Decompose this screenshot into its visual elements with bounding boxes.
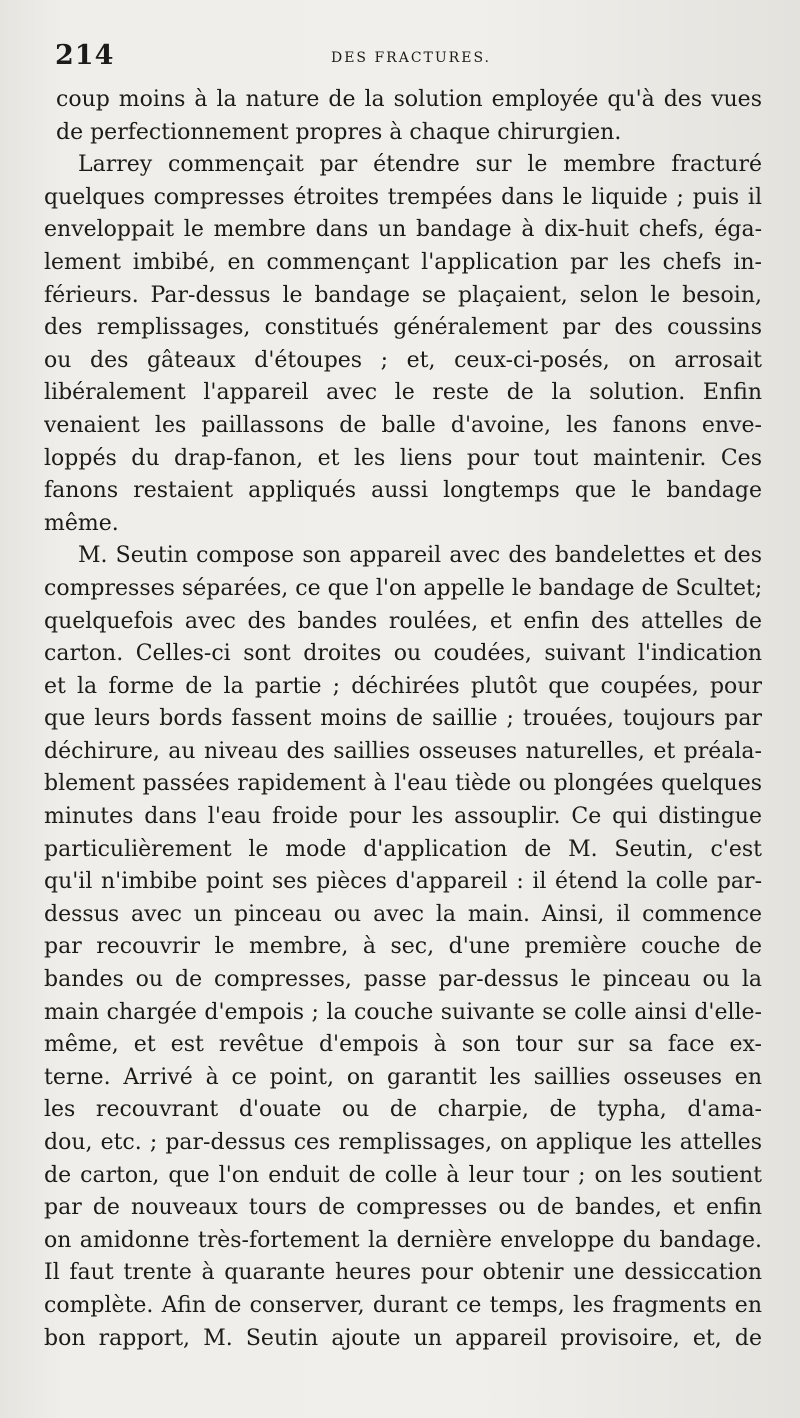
text-line: particulièrement le mode d'application de M. Seutin, c'est	[44, 836, 762, 862]
text-line: fanons restaient appliqués aussi longtemps que le bandage	[44, 478, 762, 504]
text-line: bandes ou de compresses, passe par-dessus le pinceau ou la	[44, 967, 762, 993]
text-line: coup moins à la nature de la solution employée qu'à des vues	[56, 87, 762, 112]
text-line: Il faut trente à quarante heures pour obtenir une dessiccation	[44, 1260, 762, 1286]
text-line: même.	[44, 510, 119, 536]
text-line: quelquefois avec des bandes roulées, et enfin des attelles de	[44, 608, 762, 634]
text-line: compresses séparées, ce que l'on appelle le bandage de Scultet;	[44, 575, 762, 601]
text-line: libéralement l'appareil avec le reste de la solution. Enfin	[44, 380, 762, 406]
paragraph-start-line: M. Seutin compose son appareil avec des bandelettes et des	[78, 543, 762, 569]
text-line: dessus avec un pinceau ou avec la main. Ainsi, il commence	[44, 901, 762, 927]
page-number: 214	[55, 40, 115, 71]
text-line: par de nouveaux tours de compresses ou de bandes, et enfin	[44, 1195, 762, 1221]
text-line: ou des gâteaux d'étoupes ; et, ceux-ci-posés, on arrosait	[44, 347, 762, 373]
text-line: des remplissages, constitués généralement par des coussins	[44, 315, 762, 341]
text-line: déchirure, au niveau des saillies osseuses naturelles, et préala-	[44, 738, 762, 764]
running-title: DES FRACTURES.	[330, 50, 491, 66]
page-header	[55, 40, 767, 74]
text-line: férieurs. Par-dessus le bandage se plaçaient, selon le besoin,	[44, 282, 762, 308]
text-line: venaient les paillassons de balle d'avoine, les fanons enve-	[44, 412, 762, 438]
text-line: même, et est revêtue d'empois à son tour sur sa face ex-	[44, 1032, 762, 1058]
text-line: main chargée d'empois ; la couche suivante se colle ainsi d'elle-	[44, 999, 762, 1025]
body-text	[44, 84, 762, 1355]
text-line: que leurs bords fassent moins de saillie ; trouées, toujours par	[44, 706, 762, 732]
text-line: loppés du drap-fanon, et les liens pour tout maintenir. Ces	[44, 445, 762, 471]
text-line: minutes dans l'eau froide pour les assouplir. Ce qui distingue	[44, 804, 762, 830]
text-line: de carton, que l'on enduit de colle à leur tour ; on les soutient	[44, 1162, 762, 1188]
text-line: quelques compresses étroites trempées dans le liquide ; puis il	[44, 184, 762, 210]
text-line: carton. Celles-ci sont droites ou coudées, suivant l'indication	[44, 641, 762, 667]
text-line: complète. Afin de conserver, durant ce temps, les fragments en	[44, 1292, 762, 1318]
text-line: par recouvrir le membre, à sec, d'une première couche de	[44, 934, 762, 960]
text-line: on amidonne très-fortement la dernière enveloppe du bandage.	[44, 1227, 762, 1253]
text-line: bon rapport, M. Seutin ajoute un appareil provisoire, et, de	[44, 1325, 762, 1351]
text-line: les recouvrant d'ouate ou de charpie, de typha, d'ama-	[44, 1097, 762, 1123]
text-line: blement passées rapidement à l'eau tiède ou plongées quelques	[44, 771, 762, 797]
paragraph-start-line: Larrey commençait par étendre sur le membre fracturé	[78, 152, 762, 178]
text-line: et la forme de la partie ; déchirées plutôt que coupées, pour	[44, 673, 762, 699]
text-line: dou, etc. ; par-dessus ces remplissages, on applique les attelles	[44, 1130, 762, 1155]
text-line: lement imbibé, en commençant l'application par les chefs in-	[44, 249, 762, 275]
text-line: terne. Arrivé à ce point, on garantit les saillies osseuses en	[44, 1064, 762, 1090]
text-line: enveloppait le membre dans un bandage à dix-huit chefs, éga-	[44, 217, 762, 243]
text-line: de perfectionnement propres à chaque chirurgien.	[56, 119, 622, 145]
text-line: qu'il n'imbibe point ses pièces d'appareil : il étend la colle par-	[44, 869, 762, 895]
